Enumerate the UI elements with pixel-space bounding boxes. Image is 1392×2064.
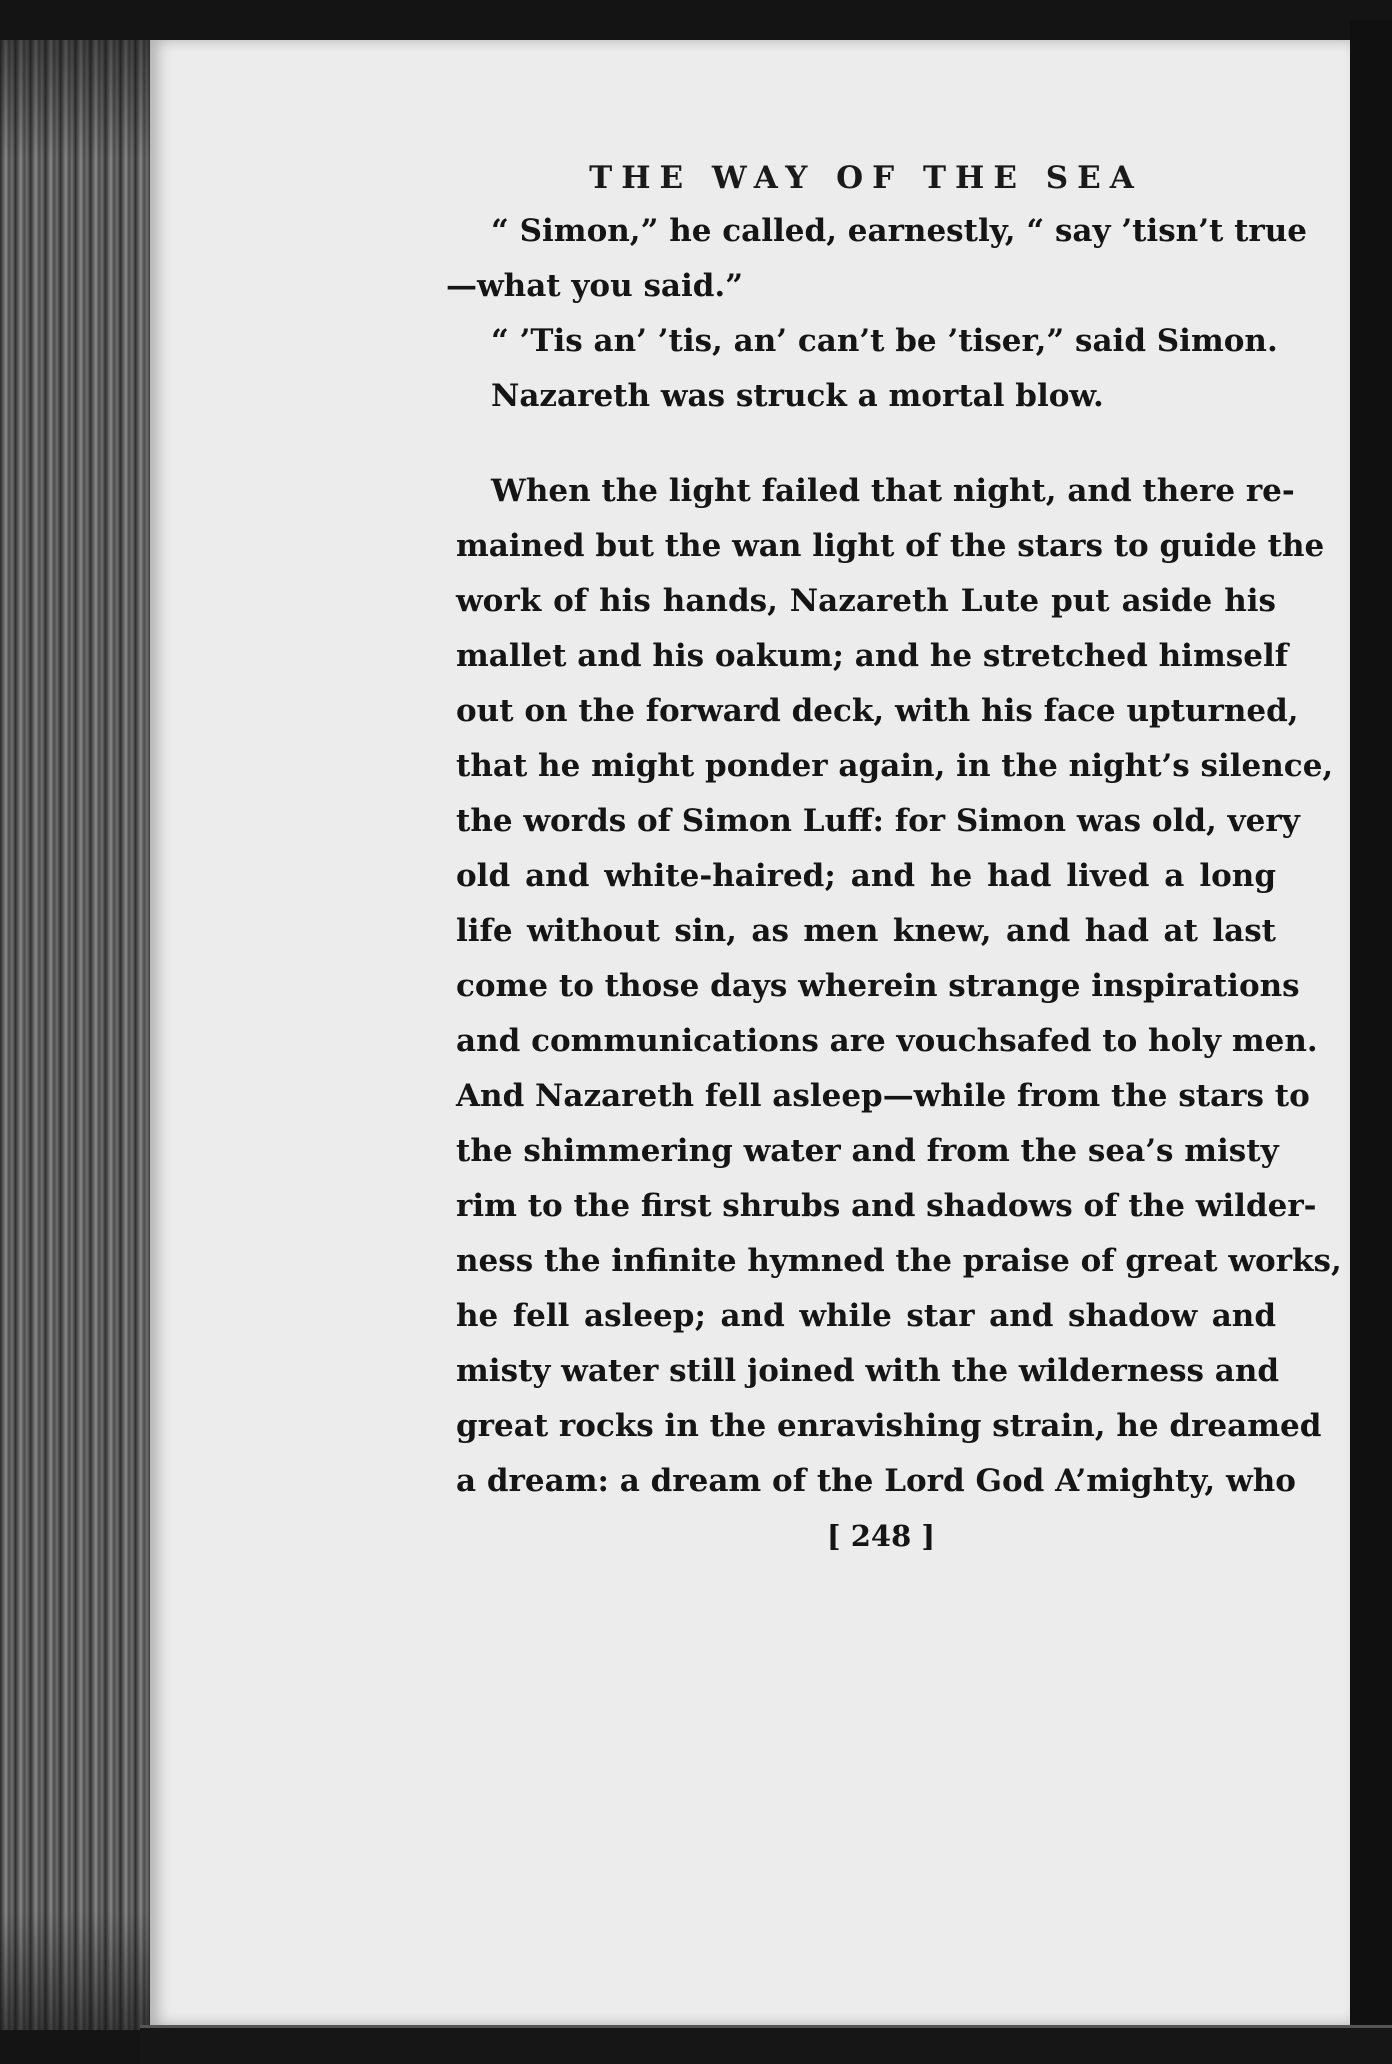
section-break — [456, 424, 1276, 464]
page-number: [ 248 ] — [826, 1519, 936, 1553]
running-head: THE WAY OF THE SEA — [589, 160, 1143, 196]
text-line: “ Simon,” he called, earnestly, “ say ’tisn’t true — [491, 213, 1308, 249]
text-line: When the light failed that night, and there re- — [491, 473, 1295, 509]
text-line: mallet and his oakum; and he stretched himself — [456, 638, 1289, 674]
text-line: the shimmering water and from the sea’s misty — [456, 1133, 1279, 1169]
text-line: life without sin, as men knew, and had at last — [456, 913, 1276, 949]
text-line: And Nazareth fell asleep—while from the stars to — [456, 1078, 1310, 1114]
text-line: ness the infinite hymned the praise of great works, — [456, 1243, 1342, 1279]
text-line: the words of Simon Luff: for Simon was old, very — [456, 803, 1300, 839]
text-line: and communications are vouchsafed to holy men. — [456, 1023, 1318, 1059]
text-line: “ ’Tis an’ ’tis, an’ can’t be ’tiser,” said Simon. — [491, 323, 1278, 359]
text-line: come to those days wherein strange inspirations — [456, 968, 1300, 1004]
text-line: out on the forward deck, with his face upturned, — [456, 693, 1299, 729]
text-line: misty water still joined with the wilderness and — [456, 1353, 1280, 1389]
text-line: work of his hands, Nazareth Lute put aside his — [456, 583, 1276, 619]
text-line: —what you said.” — [446, 268, 744, 304]
text-line: mained but the wan light of the stars to guide the — [456, 528, 1325, 564]
text-line: Nazareth was struck a mortal blow. — [491, 378, 1104, 414]
text-line: that he might ponder again, in the night’s silence, — [456, 748, 1334, 784]
page-text-block — [446, 150, 1342, 1553]
scan-border-bottom — [140, 2025, 1392, 2064]
text-line: he fell asleep; and while star and shadow and — [456, 1298, 1276, 1334]
text-line: great rocks in the enravishing strain, he dreamed — [456, 1408, 1322, 1444]
text-line: a dream: a dream of the Lord God A’mighty, who — [456, 1463, 1296, 1499]
book-page-edges — [0, 40, 154, 2030]
text-line: old and white-haired; and he had lived a long — [456, 858, 1276, 894]
scan-border-right — [1350, 20, 1392, 2064]
text-line: rim to the first shrubs and shadows of the wilder- — [456, 1188, 1317, 1224]
